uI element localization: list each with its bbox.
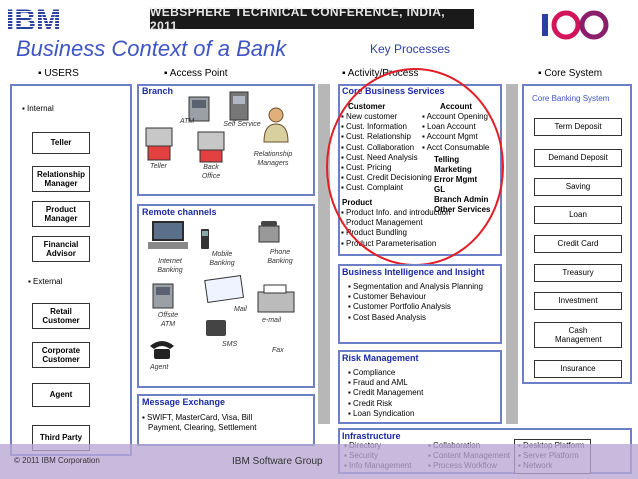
message-exchange-title: Message Exchange [142, 397, 226, 407]
core-loan: Loan [534, 206, 622, 224]
customer-item: ▪ Cust. Relationship [341, 132, 411, 142]
col-activity: ▪ Activity/Process [342, 68, 419, 79]
infrastructure-title: Infrastructure [342, 431, 401, 441]
product-item: ▪ Product Management [341, 218, 423, 228]
customer-item: ▪ New customer [341, 112, 398, 121]
core-cash-management [534, 322, 622, 348]
bi-item: ▪ Cost Based Analysis [348, 312, 426, 322]
conference-title: WEBSPHERE TECHNICAL CONFERENCE, INDIA, 2011 [150, 5, 445, 33]
col-access-point: ▪ Access Point [164, 68, 228, 79]
core-credit-card: Credit Card [534, 235, 622, 253]
risk-item: ▪ Credit Risk [348, 398, 393, 408]
remote-channels-title: Remote channels [142, 207, 217, 217]
core-investment: Investment [534, 292, 622, 310]
business-intelligence-title: Business Intelligence and Insight [342, 267, 485, 277]
other-service-item: Marketing [434, 165, 472, 174]
email-label: e-mail [262, 317, 282, 324]
computer-icon [148, 220, 188, 250]
customer-item: ▪ Cust. Credit Decisioning [341, 173, 432, 183]
internet-banking-label: Internet Banking [157, 258, 183, 274]
other-service-item: Error Mgmt [434, 175, 478, 184]
core-saving: Saving [534, 178, 622, 196]
customer-item: ▪ Cust. Complaint [341, 183, 403, 193]
other-service-item: Branch Admin [434, 195, 489, 204]
product-item: ▪ Product Info. and introduction [341, 208, 451, 217]
fax-machine-icon [256, 284, 296, 314]
risk-item: ▪ Credit Management [348, 388, 424, 398]
connector-bar-left [318, 84, 330, 424]
message-exchange-item-1: ▪ SWIFT, MasterCard, Visa, Bill [142, 413, 253, 422]
account-item: ▪ Acct Consumable [422, 142, 490, 152]
centennial-logo [540, 4, 626, 44]
core-insurance: Insurance [534, 360, 622, 378]
core-business-services-title: Core Business Services [342, 86, 445, 96]
customer-item: ▪ Cust. Information [341, 122, 407, 132]
offsite-atm-label: Offsite ATM [157, 312, 179, 328]
core-term-deposit: Term Deposit [534, 118, 622, 136]
other-service-item: GL [434, 185, 446, 194]
fax-label: Fax [272, 347, 284, 354]
risk-item: ▪ Loan Syndication [348, 408, 415, 418]
user-third-party: Third Party [32, 425, 90, 451]
back-office-icon [196, 130, 226, 164]
mail-envelope-icon [204, 272, 244, 304]
atm-label: ATM [180, 118, 195, 125]
risk-item: ▪ Fraud and AML [348, 378, 408, 388]
bi-item: ▪ Customer Behaviour [348, 292, 426, 302]
account-item: ▪ Account Mgmt [422, 132, 478, 142]
teller-label: Teller [150, 163, 167, 170]
core-demand-deposit: Demand Deposit [534, 149, 622, 167]
other-service-item: Telling [434, 155, 460, 164]
back-office-label: Back Office [201, 164, 221, 180]
footer-copyright: © 2011 IBM Corporation [14, 456, 100, 465]
customer-heading: Customer [348, 102, 386, 111]
key-processes-highlight [326, 68, 504, 266]
user-relationship-manager: Relationship Manager [32, 166, 90, 192]
product-heading: Product [342, 198, 373, 207]
user-teller: Teller [32, 132, 90, 154]
agent-label: Agent [150, 364, 169, 371]
account-heading: Account [440, 102, 472, 111]
internal-label: ▪ Internal [22, 104, 54, 113]
user-financial-advisor: Financial Advisor [32, 236, 90, 262]
page-title: Business Context of a Bank [16, 36, 287, 61]
risk-item: ▪ Compliance [348, 368, 396, 377]
risk-list [348, 368, 423, 419]
mobile-banking-label: Mobile Banking [209, 251, 235, 267]
other-service-item: Other Services [434, 205, 491, 214]
phone-banking-label: Phone Banking [267, 249, 293, 265]
product-item: ▪ Product Parameterisation [341, 238, 437, 248]
user-agent: Agent [32, 383, 90, 407]
message-exchange-item-2: Payment, Clearing, Settlement [148, 423, 257, 432]
account-item: ▪ Account Opening [422, 112, 488, 121]
ibm-logo [6, 6, 88, 32]
teller-icon [144, 126, 174, 162]
connector-bar-right [506, 84, 518, 424]
customer-item: ▪ Cust. Collaboration [341, 142, 415, 152]
sms-label: SMS [222, 341, 238, 348]
mail-label: Mail [234, 306, 247, 313]
external-label: ▪ External [28, 277, 63, 286]
col-users: ▪ USERS [38, 68, 79, 79]
svg-text:IBM: IBM [6, 6, 61, 32]
user-product-manager: Product Manager [32, 201, 90, 227]
product-item: ▪ Product Bundling [341, 228, 407, 238]
risk-management-title: Risk Management [342, 353, 419, 363]
user-corporate-customer: Corporate Customer [32, 342, 90, 368]
bi-item: ▪ Customer Portfolio Analysis [348, 302, 451, 312]
customer-item: ▪ Cust. Need Analysis [341, 152, 418, 162]
self-service-label: Self Service [223, 121, 261, 128]
mobile-phone-icon [200, 228, 210, 250]
offsite-atm-icon [152, 283, 174, 309]
telephone-icon [148, 338, 176, 360]
col-core-system: ▪ Core System [538, 68, 603, 79]
desk-phone-icon [258, 220, 280, 244]
core-cash-management-text: Cash Management [555, 325, 602, 344]
branch-title: Branch [142, 86, 174, 96]
key-processes-label: Key Processes [370, 42, 451, 56]
core-banking-system-label: Core Banking System [532, 94, 610, 103]
user-retail-customer: Retail Customer [32, 303, 90, 329]
bi-list [348, 282, 483, 323]
conference-banner [150, 5, 474, 33]
sms-phone-icon [204, 318, 228, 338]
relationship-manager-icon [256, 104, 296, 144]
footer-software-group: IBM Software Group [232, 456, 323, 467]
core-treasury: Treasury [534, 264, 622, 282]
relationship-managers-label: Relationship Managers [253, 151, 293, 167]
customer-item: ▪ Cust. Pricing [341, 163, 392, 173]
bi-item: ▪ Segmentation and Analysis Planning [348, 282, 483, 291]
self-service-icon [228, 90, 250, 122]
account-item: ▪ Loan Account [422, 122, 476, 132]
